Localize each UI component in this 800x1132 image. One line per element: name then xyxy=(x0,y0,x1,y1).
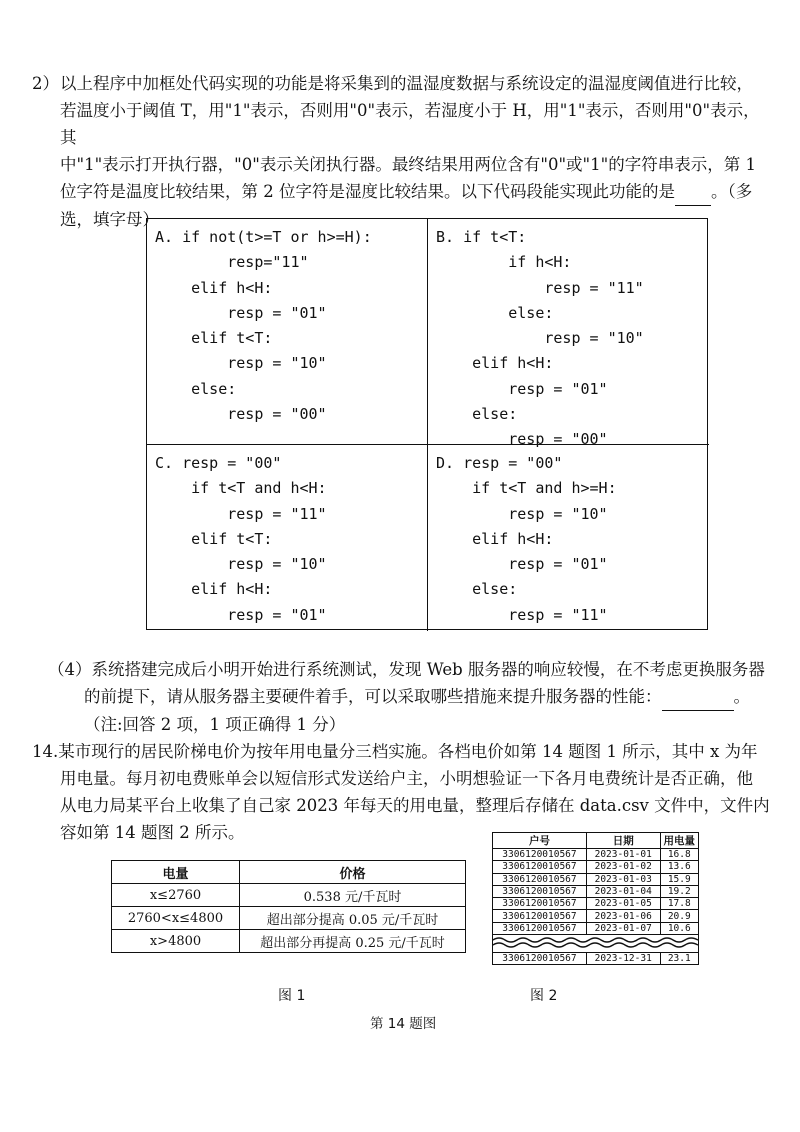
figure-title: 第 14 题图 xyxy=(370,1016,437,1032)
table-row xyxy=(493,885,699,897)
question-text-line: 中"1"表示打开执行器，"0"表示关闭执行器。最终结果用两位含有"0"或"1"的字符串表示，第 1 xyxy=(60,155,756,174)
option-a xyxy=(147,219,428,445)
table-cell: 3306120010567 xyxy=(493,885,587,897)
table-cell: 13.6 xyxy=(660,861,698,873)
code-line: if t<T and h<H: xyxy=(155,479,327,498)
table-cell: 2760<x≤4800 xyxy=(112,907,240,930)
code-line: resp = "01" xyxy=(436,379,608,398)
table-cell: 10.6 xyxy=(660,922,698,934)
code-line: D. resp = "00" xyxy=(436,454,563,472)
answer-blank[interactable] xyxy=(662,683,734,711)
code-line: elif h<H: xyxy=(436,354,554,373)
table-cell: 3306120010567 xyxy=(493,861,587,873)
table-cell: x≤2760 xyxy=(112,884,240,907)
code-line: else: xyxy=(436,580,518,599)
code-line: elif t<T: xyxy=(155,329,273,348)
question-text-line: 用电量。每月初电费账单会以短信形式发送给户主，小明想验证一下各月电费统计是否正确，他 xyxy=(60,769,753,788)
table-row xyxy=(112,884,466,907)
table-header-row xyxy=(493,833,699,849)
code-line: B. if t<T: xyxy=(436,228,527,246)
column-header: 电量 xyxy=(112,861,240,884)
table-cell: 17.8 xyxy=(660,898,698,910)
figure-1-caption: 图 1 xyxy=(278,988,306,1004)
code-line: resp = "10" xyxy=(436,504,608,523)
csv-data-table xyxy=(492,832,699,965)
table-cell: 2023-01-05 xyxy=(586,898,660,910)
table-cell: 20.9 xyxy=(660,910,698,922)
figure-2-caption: 图 2 xyxy=(530,988,558,1004)
table-cell: x>4800 xyxy=(112,930,240,953)
table-cell: 3306120010567 xyxy=(493,953,587,965)
question-text-line: 从电力局某平台上收集了自己家 2023 年每天的用电量，整理后存储在 data.csv 文件中，文件内 xyxy=(60,796,770,815)
table-row xyxy=(493,873,699,885)
code-line: resp = "10" xyxy=(155,555,327,574)
table-row xyxy=(493,898,699,910)
code-line: resp = "11" xyxy=(436,278,644,297)
question-text-line: 的前提下，请从服务器主要硬件着手，可以采取哪些措施来提升服务器的性能： 。 xyxy=(48,683,788,711)
option-c xyxy=(147,445,428,631)
question-text-line: 位字符是温度比较结果，第 2 位字符是湿度比较结果。以下代码段能实现此功能的是 。（多 xyxy=(32,178,772,206)
table-cell: 3306120010567 xyxy=(493,898,587,910)
option-d xyxy=(428,445,709,631)
code-line: resp = "11" xyxy=(436,605,608,624)
wavy-break xyxy=(493,935,699,953)
table-row xyxy=(493,922,699,934)
code-options-table xyxy=(146,218,708,630)
code-line: resp = "01" xyxy=(436,555,608,574)
table-cell: 2023-12-31 xyxy=(586,953,660,965)
tariff-table xyxy=(111,860,466,953)
table-cell: 3306120010567 xyxy=(493,910,587,922)
code-line: resp="11" xyxy=(155,253,309,272)
code-line: elif h<H: xyxy=(155,580,273,599)
code-line: resp = "11" xyxy=(155,504,327,523)
column-header: 户号 xyxy=(493,833,587,849)
table-cell: 3306120010567 xyxy=(493,922,587,934)
table-cell: 2023-01-02 xyxy=(586,861,660,873)
table-cell: 3306120010567 xyxy=(493,873,587,885)
code-line: resp = "01" xyxy=(155,303,327,322)
code-line: elif t<T: xyxy=(155,529,273,548)
table-cell: 0.538 元/千瓦时 xyxy=(240,884,466,907)
table-cell: 2023-01-03 xyxy=(586,873,660,885)
table-cell: 2023-01-07 xyxy=(586,922,660,934)
column-header: 日期 xyxy=(586,833,660,849)
code-line: if t<T and h>=H: xyxy=(436,479,617,498)
table-cell: 超出部分提高 0.05 元/千瓦时 xyxy=(240,907,466,930)
table-cell: 超出部分再提高 0.25 元/千瓦时 xyxy=(240,930,466,953)
table-cell: 16.8 xyxy=(660,849,698,861)
table-row xyxy=(493,910,699,922)
table-break xyxy=(493,935,699,953)
column-header: 价格 xyxy=(240,861,466,884)
column-header: 用电量 xyxy=(660,833,698,849)
question-text-line: 容如第 14 题图 2 所示。 xyxy=(60,823,245,842)
torn-edge-icon xyxy=(493,935,698,949)
table-row xyxy=(493,861,699,873)
table-cell: 23.1 xyxy=(660,953,698,965)
question-text-line: （4）系统搭建完成后小明开始进行系统测试，发现 Web 服务器的响应较慢，在不考虑更换服务器 xyxy=(48,660,765,679)
table-cell: 19.2 xyxy=(660,885,698,897)
question-text-line: 选，填字母） xyxy=(60,210,159,229)
code-line: resp = "00" xyxy=(155,405,327,424)
table-row xyxy=(112,907,466,930)
code-line: elif h<H: xyxy=(155,278,273,297)
table-cell: 2023-01-06 xyxy=(586,910,660,922)
question-number: 2） xyxy=(32,74,59,93)
code-line: C. resp = "00" xyxy=(155,454,282,472)
code-line: A. if not(t>=T or h>=H): xyxy=(155,228,372,246)
code-line: else: xyxy=(436,303,554,322)
table-cell: 15.9 xyxy=(660,873,698,885)
code-line: resp = "00" xyxy=(436,430,608,449)
question-2 xyxy=(32,70,772,233)
table-row xyxy=(493,953,699,965)
table-cell: 2023-01-01 xyxy=(586,849,660,861)
question-note: （注:回答 2 项，1 项正确得 1 分） xyxy=(84,715,346,734)
table-cell: 3306120010567 xyxy=(493,849,587,861)
code-line: else: xyxy=(436,405,518,424)
code-line: resp = "01" xyxy=(155,605,327,624)
code-line: if h<H: xyxy=(436,253,572,272)
answer-blank[interactable] xyxy=(675,178,711,206)
code-line: elif h<H: xyxy=(436,529,554,548)
option-b xyxy=(428,219,709,449)
table-row xyxy=(112,930,466,953)
question-4 xyxy=(48,656,788,738)
question-text-line: 若温度小于阈值 T，用"1"表示，否则用"0"表示，若湿度小于 H，用"1"表示，否则用"0"表示，其 xyxy=(60,101,760,147)
question-14 xyxy=(32,738,777,846)
table-row xyxy=(493,849,699,861)
code-line: resp = "10" xyxy=(436,329,644,348)
question-text-line: 以上程序中加框处代码实现的功能是将采集到的温湿度数据与系统设定的温湿度阈值进行比较， xyxy=(60,74,753,93)
question-text-line: 14.某市现行的居民阶梯电价为按年用电量分三档实施。各档电价如第 14 题图 1 所示，其中 x 为年 xyxy=(32,742,758,761)
table-header-row xyxy=(112,861,466,884)
code-line: resp = "10" xyxy=(155,354,327,373)
table-cell: 2023-01-04 xyxy=(586,885,660,897)
code-line: else: xyxy=(155,379,237,398)
